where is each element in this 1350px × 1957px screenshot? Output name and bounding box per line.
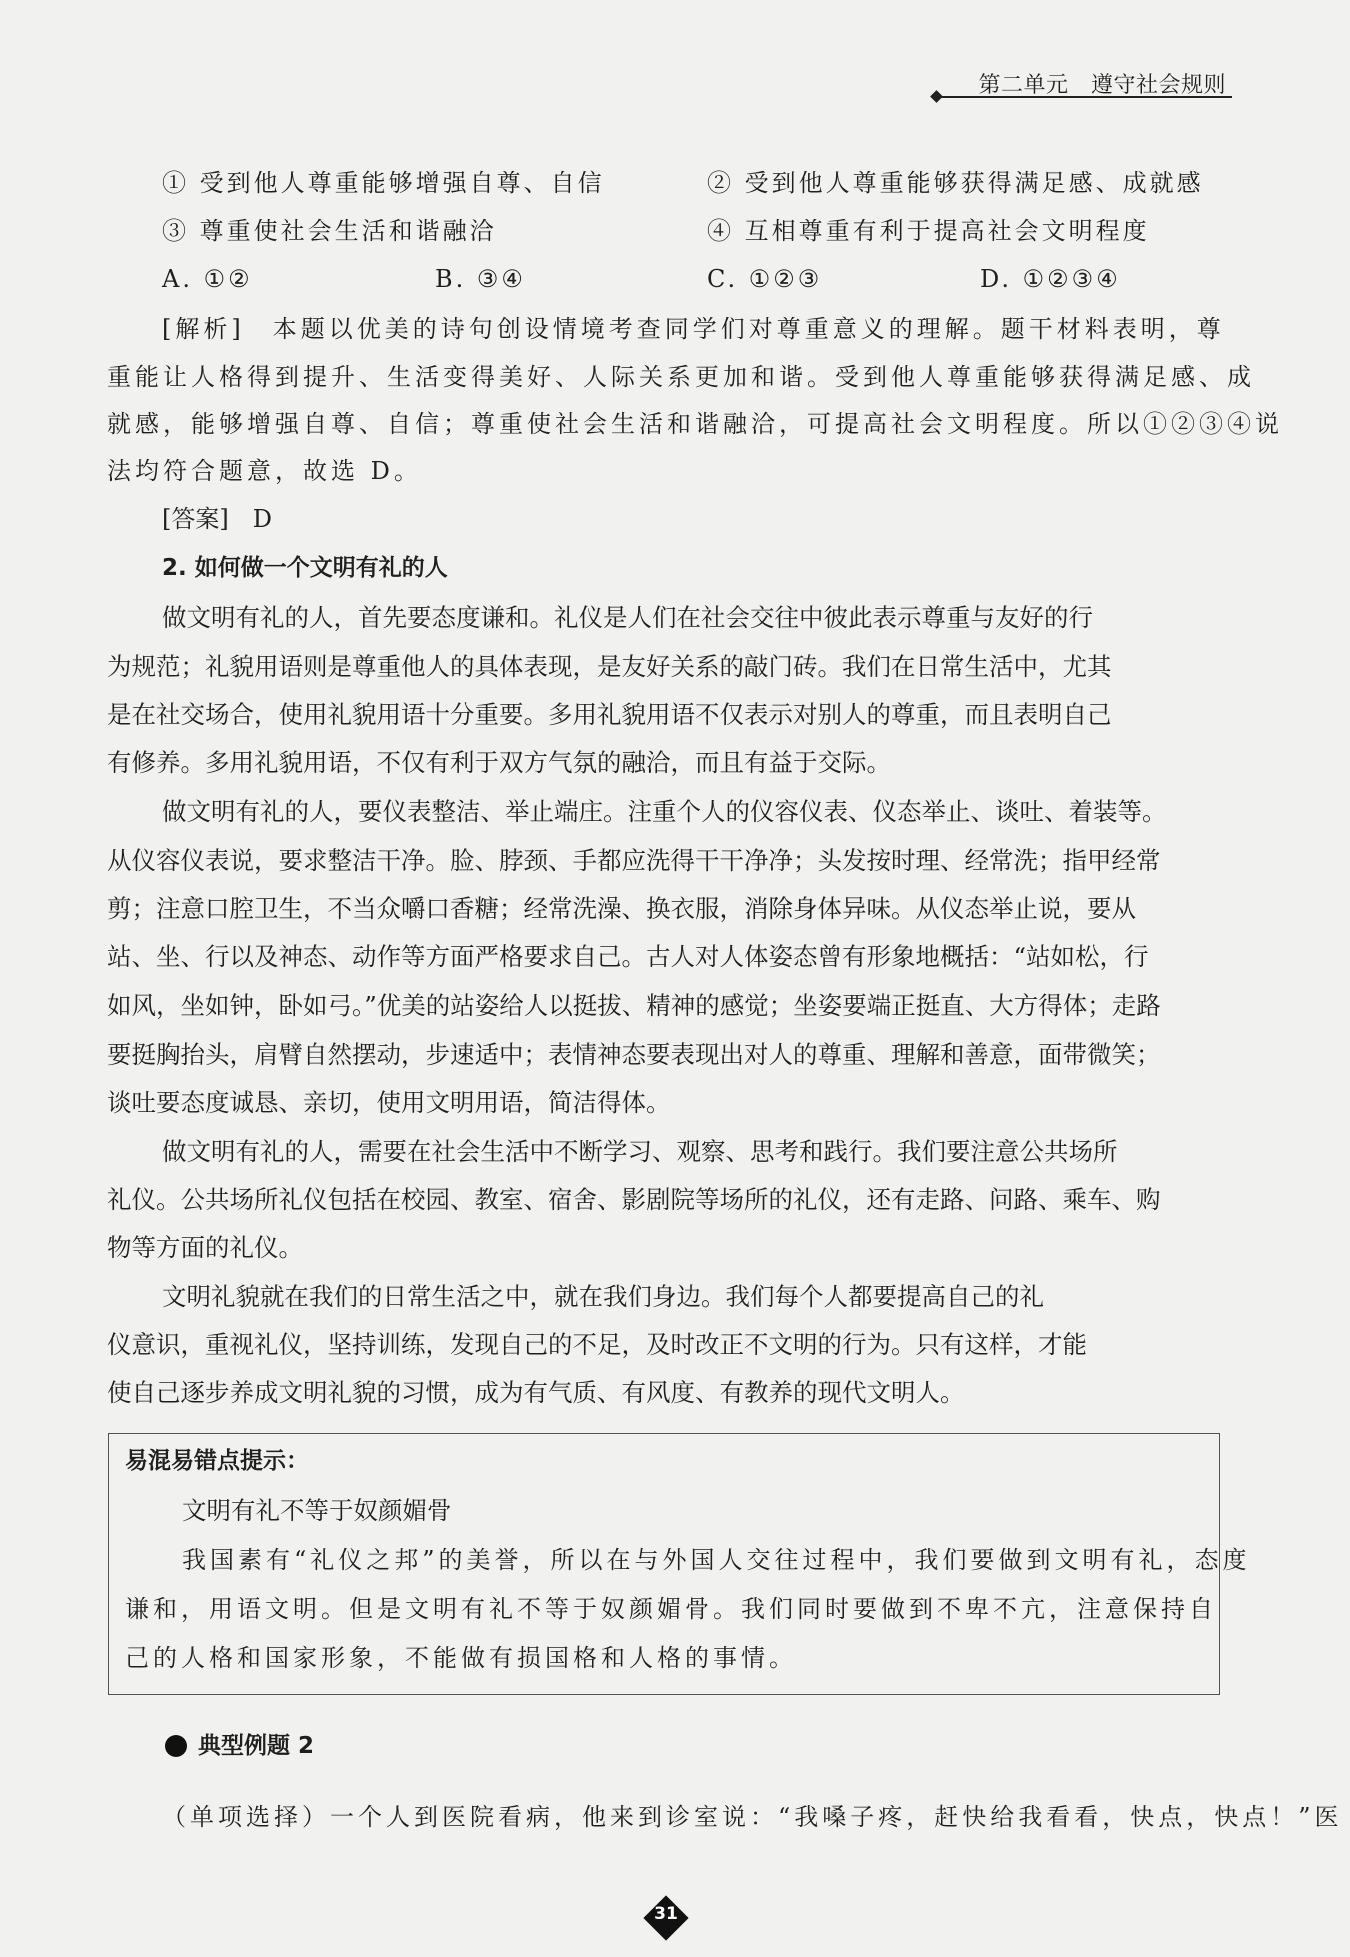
page-number: 31 xyxy=(654,1904,678,1924)
choice-c: C. ①②③ xyxy=(707,265,823,293)
paragraph-line: 做文明有礼的人，要仪表整洁、举止端庄。注重个人的仪容仪表、仪态举止、谈吐、着装等。 xyxy=(162,797,1167,826)
paragraph-line: 文明礼貌就在我们的日常生活之中，就在我们身边。我们每个人都要提高自己的礼 xyxy=(162,1282,1044,1311)
answer: [答案] D xyxy=(162,505,272,533)
tip-line: 我国素有“礼仪之邦”的美誉，所以在与外国人交往过程中，我们要做到文明有礼，态度 xyxy=(182,1546,1251,1574)
choice-a: A. ①② xyxy=(162,265,253,293)
paragraph-line: 做文明有礼的人，需要在社会生活中不断学习、观察、思考和践行。我们要注意公共场所 xyxy=(162,1137,1118,1166)
paragraph-line: 有修养。多用礼貌用语，不仅有利于双方气氛的融洽，而且有益于交际。 xyxy=(107,748,891,777)
example-question: （单项选择）一个人到医院看病，他来到诊室说：“我嗓子疼，赶快给我看看，快点，快点！”医 xyxy=(162,1803,1343,1831)
paragraph-line: 做文明有礼的人，首先要态度谦和。礼仪是人们在社会交往中彼此表示尊重与友好的行 xyxy=(162,603,1093,632)
paragraph-line: 从仪容仪表说，要求整洁干净。脸、脖颈、手都应洗得干干净净；头发按时理、经常洗；指甲经常 xyxy=(107,846,1161,875)
paragraph-line: 站、坐、行以及神态、动作等方面严格要求自己。古人对人体姿态曾有形象地概括：“站如松，行 xyxy=(107,942,1149,971)
statement-3: ③ 尊重使社会生活和谐融洽 xyxy=(162,217,497,245)
paragraph-line: 要挺胸抬头，肩臂自然摆动，步速适中；表情神态要表现出对人的尊重、理解和善意，面带微笑； xyxy=(107,1040,1161,1069)
statement-1: ① 受到他人尊重能够增强自尊、自信 xyxy=(162,169,605,197)
paragraph-line: 为规范；礼貌用语则是尊重他人的具体表现，是友好关系的敲门砖。我们在日常生活中，尤其 xyxy=(107,652,1112,681)
statement-4: ④ 互相尊重有利于提高社会文明程度 xyxy=(707,217,1150,245)
analysis-line: 法均符合题意，故选 D。 xyxy=(107,457,422,485)
paragraph-line: 物等方面的礼仪。 xyxy=(107,1233,303,1262)
bullet-icon xyxy=(165,1735,187,1757)
paragraph-line: 使自己逐步养成文明礼貌的习惯，成为有气质、有风度、有教养的现代文明人。 xyxy=(107,1378,965,1407)
tip-title: 易混易错点提示： xyxy=(125,1448,309,1474)
paragraph-line: 礼仪。公共场所礼仪包括在校园、教室、宿舍、影剧院等场所的礼仪，还有走路、问路、乘车、购 xyxy=(107,1185,1161,1214)
page-number-badge xyxy=(642,1894,690,1942)
tip-subtitle: 文明有礼不等于奴颜媚骨 xyxy=(182,1496,452,1525)
choice-b: B. ③④ xyxy=(435,265,526,293)
tip-line: 己的人格和国家形象，不能做有损国格和人格的事情。 xyxy=(125,1644,797,1672)
paragraph-line: 谈吐要态度诚恳、亲切，使用文明用语，简洁得体。 xyxy=(107,1088,671,1117)
unit-title: 第二单元 遵守社会规则 xyxy=(978,73,1226,98)
analysis-line: [解析] 本题以优美的诗句创设情境考查同学们对尊重意义的理解。题干材料表明，尊 xyxy=(162,315,1225,343)
paragraph-line: 如风，坐如钟，卧如弓。”优美的站姿给人以挺拔、精神的感觉；坐姿要端正挺直、大方得体；走路 xyxy=(107,991,1161,1020)
page-header xyxy=(932,70,1232,104)
analysis-line: 就感，能够增强自尊、自信；尊重使社会生活和谐融洽，可提高社会文明程度。所以①②③④说 xyxy=(107,410,1283,438)
section-heading: 2. 如何做一个文明有礼的人 xyxy=(162,555,448,581)
paragraph-line: 仪意识，重视礼仪，坚持训练，发现自己的不足，及时改正不文明的行为。只有这样，才能 xyxy=(107,1330,1087,1359)
example-heading: 典型例题 2 xyxy=(198,1733,315,1759)
analysis-line: 重能让人格得到提升、生活变得美好、人际关系更加和谐。受到他人尊重能够获得满足感、成 xyxy=(107,363,1255,391)
choice-d: D. ①②③④ xyxy=(980,265,1121,293)
paragraph-line: 剪；注意口腔卫生，不当众嚼口香糖；经常洗澡、换衣服，消除身体异味。从仪态举止说，要从 xyxy=(107,894,1136,923)
statement-2: ② 受到他人尊重能够获得满足感、成就感 xyxy=(707,169,1204,197)
tip-line: 谦和，用语文明。但是文明有礼不等于奴颜媚骨。我们同时要做到不卑不亢，注意保持自 xyxy=(125,1595,1217,1623)
paragraph-line: 是在社交场合，使用礼貌用语十分重要。多用礼貌用语不仅表示对别人的尊重，而且表明自己 xyxy=(107,700,1112,729)
